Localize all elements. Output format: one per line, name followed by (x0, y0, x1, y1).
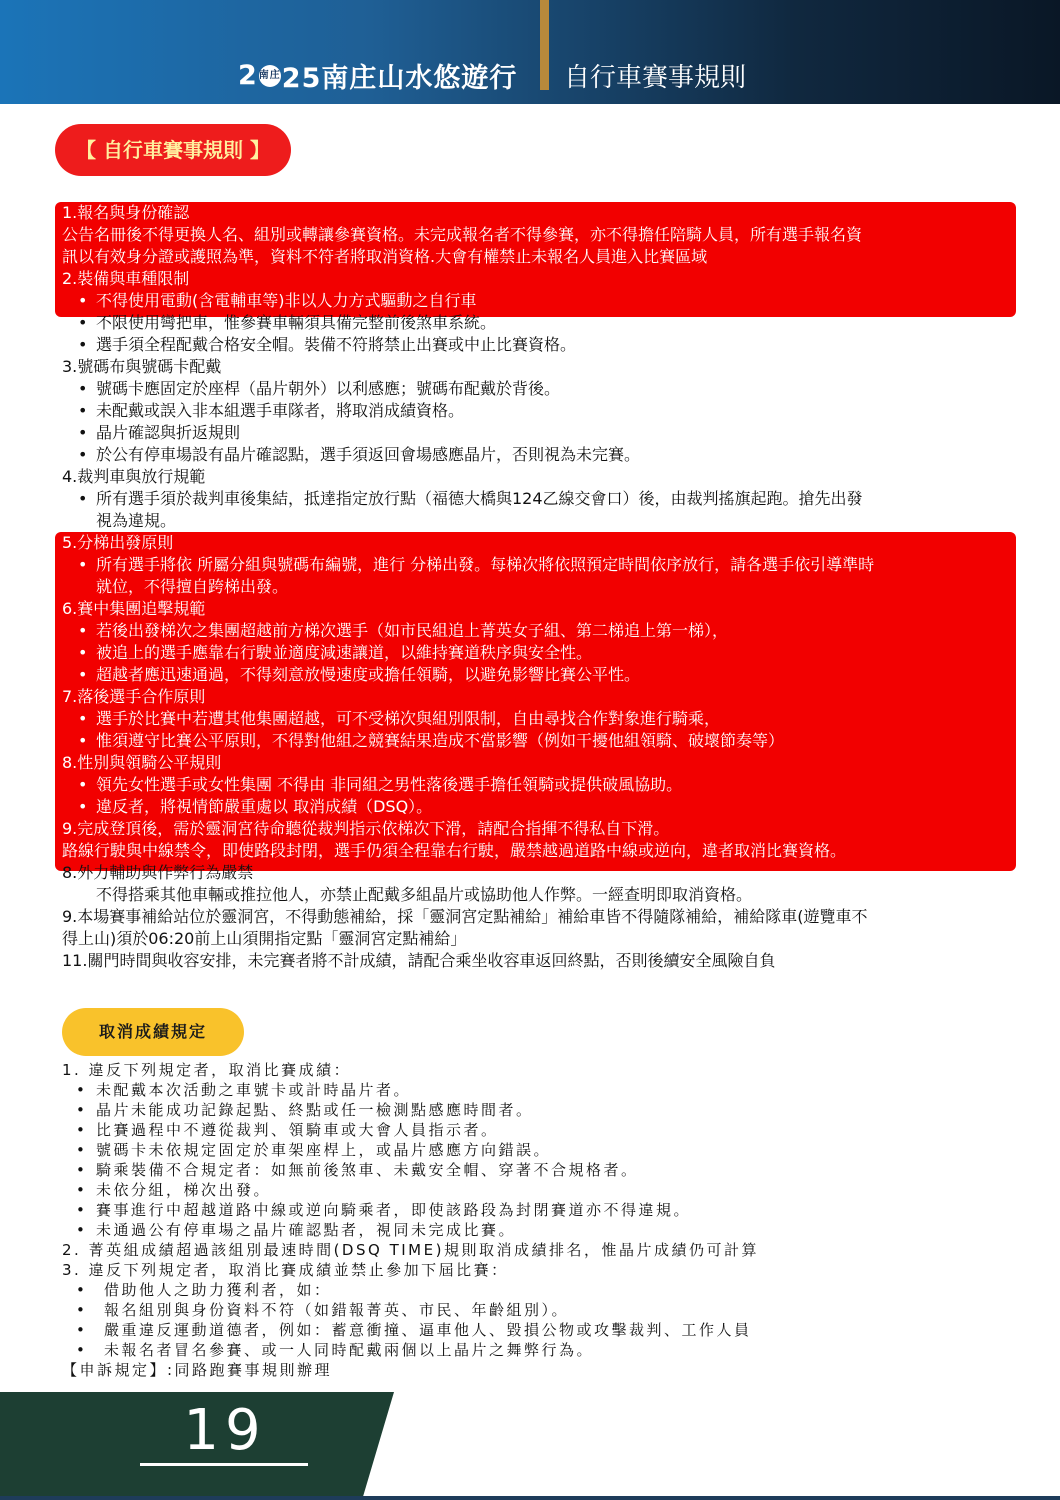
cancel-rule-line: • 騎乘裝備不合規定者：如無前後煞車、未戴安全帽、穿著不合規格者。 (62, 1160, 1012, 1180)
rule-line: 就位，不得擅自跨梯出發。 (96, 577, 289, 596)
rule-line: • 不限使用彎把車，惟參賽車輛須具備完整前後煞車系統。 (62, 312, 1012, 334)
page-number-underline (140, 1463, 308, 1466)
rule-heading: 4.裁判車與放行規範 (62, 467, 206, 486)
cancel-rule-line: • 號碼卡未依規定固定於車架座桿上，或晶片感應方向錯誤。 (62, 1140, 1012, 1160)
rule-line: 得上山)須於06:20前上山須開指定點「靈洞宮定點補給」 (62, 929, 467, 948)
cancel-rule-line: • 未報名者冒名參賽、或一人同時配戴兩個以上晶片之舞弊行為。 (62, 1340, 1012, 1360)
rule-line: • 若後出發梯次之集團超越前方梯次選手（如市民組追上菁英女子組、第二梯追上第一梯）， (62, 620, 1012, 642)
rule-heading: 9.完成登頂後，需於靈洞宮待命聽從裁判指示依梯次下滑，請配合指揮不得私自下滑。 (62, 819, 670, 838)
rule-line: • 號碼卡應固定於座桿（晶片朝外）以利感應；號碼布配戴於背後。 (62, 378, 1012, 400)
rule-line: • 不得使用電動(含電輔車等)非以人力方式驅動之自行車 (62, 290, 1012, 312)
cancel-rule-line: • 嚴重違反運動道德者，例如：蓄意衝撞、逼車他人、毀損公物或攻擊裁判、工作人員 (62, 1320, 1012, 1340)
rule-line: • 被追上的選手應靠右行駛並適度減速讓道，以維持賽道秩序與安全性。 (62, 642, 1012, 664)
rule-line: 公告名冊後不得更換人名、組別或轉讓參賽資格。未完成報名者不得參賽，亦不得擔任陪騎人員，所有選手報名資 (62, 225, 863, 244)
rule-line: • 於公有停車場設有晶片確認點，選手須返回會場感應晶片，否則視為未完賽。 (62, 444, 1012, 466)
rule-line: • 所有選手須於裁判車後集結，抵達指定放行點（福德大橋與124乙線交會口）後，由裁判搖旗起跑。搶先出發 (62, 488, 1012, 510)
title-year-prefix: 2 (238, 60, 258, 91)
rule-heading: 1.報名與身份確認 (62, 203, 190, 222)
rule-line: • 所有選手將依 所屬分組與號碼布編號，進行 分梯出發。每梯次將依照預定時間依序放行，請各選手依引導準時 (62, 554, 1012, 576)
rule-heading: 2.裝備與車種限制 (62, 269, 190, 288)
title-text: 25南庄山水悠遊行 (281, 63, 518, 94)
cancel-rule-line: 1. 違反下列規定者，取消比賽成績： (62, 1061, 352, 1079)
cancel-rule-line: 3. 違反下列規定者，取消比賽成績並禁止參加下屆比賽： (62, 1261, 509, 1279)
rule-line: • 違反者，將視情節嚴重處以 取消成績（DSQ）。 (62, 796, 1012, 818)
cancel-rule-line: • 借助他人之助力獲利者，如： (62, 1280, 1012, 1300)
cancel-rule-line: • 報名組別與身份資料不符（如錯報菁英、市民、年齡組別）。 (62, 1300, 1012, 1320)
rule-line: 視為違規。 (96, 511, 177, 530)
page-number: 19 (183, 1398, 267, 1463)
section-title-pill: 【 自行車賽事規則 】 (55, 124, 291, 176)
rule-line: • 選手於比賽中若遭其他集團超越，可不受梯次與組別限制，自由尋找合作對象進行騎乘， (62, 708, 1012, 730)
rule-heading: 7.落後選手合作原則 (62, 687, 206, 706)
rule-heading: 6.賽中集團追擊規範 (62, 599, 206, 618)
rule-line: • 領先女性選手或女性集團 不得由 非同組之男性落後選手擔任領騎或提供破風協助。 (62, 774, 1012, 796)
rule-line: 不得搭乘其他車輛或推拉他人，亦禁止配戴多組晶片或協助他人作弊。一經查明即取消資格。 (96, 885, 753, 904)
footer-strip (0, 1496, 1060, 1500)
cancel-rule-line: • 晶片未能成功記錄起點、終點或任一檢測點感應時間者。 (62, 1100, 1012, 1120)
rule-heading: 3.號碼布與號碼卡配戴 (62, 357, 222, 376)
rule-heading: 8.外力輔助與作弊行為嚴禁 (62, 863, 254, 882)
rule-line: • 選手須全程配戴合格安全帽。裝備不符將禁止出賽或中止比賽資格。 (62, 334, 1012, 356)
cancel-rule-line: 2. 菁英組成績超過該組別最速時間(DSQ TIME)規則取消成績排名，惟晶片成績仍可計算 (62, 1241, 759, 1259)
cancel-rule-line: • 賽事進行中超越道路中線或逆向騎乘者，即使該路段為封閉賽道亦不得違規。 (62, 1200, 1012, 1220)
rule-line: • 晶片確認與折返規則 (62, 422, 1012, 444)
rule-line: 訊以有效身分證或護照為準，資料不符者將取消資格.大會有權禁止未報名人員進入比賽區域 (62, 247, 708, 266)
rules-list (62, 202, 1012, 972)
event-logo: 南庄 (259, 65, 281, 87)
header-subtitle: 自行車賽事規則 (564, 63, 747, 93)
header-divider (540, 0, 549, 90)
cancel-rule-line: • 比賽過程中不遵從裁判、領騎車或大會人員指示者。 (62, 1120, 1012, 1140)
rule-heading: 8.性別與領騎公平規則 (62, 753, 222, 772)
rule-heading: 5.分梯出發原則 (62, 533, 174, 552)
rule-line: • 惟須遵守比賽公平原則，不得對他組之競賽結果造成不當影響（例如干擾他組領騎、破壞節奏等） (62, 730, 1012, 752)
cancel-rule-line: 【申訴規定】:同路跑賽事規則辦理 (62, 1361, 333, 1379)
rule-line: • 未配戴或誤入非本組選手車隊者，將取消成績資格。 (62, 400, 1012, 422)
rule-line: • 超越者應迅速通過，不得刻意放慢速度或擔任領騎，以避免影響比賽公平性。 (62, 664, 1012, 686)
cancel-section-pill: 取消成績規定 (62, 1008, 244, 1056)
page-header (0, 0, 1060, 104)
cancel-rules-list (62, 1060, 1012, 1380)
rule-line: 9.本場賽事補給站位於靈洞宮，不得動態補給，採「靈洞宮定點補給」補給車皆不得隨隊補給，補給隊車(遊覽車不 (62, 907, 868, 926)
cancel-rule-line: • 未配戴本次活動之車號卡或計時晶片者。 (62, 1080, 1012, 1100)
rule-line: 路線行駛與中線禁令，即使路段封閉，選手仍須全程靠右行駛，嚴禁越過道路中線或逆向，違者取消比賽資格。 (62, 841, 847, 860)
cancel-rule-line: • 未通過公有停車場之晶片確認點者，視同未完成比賽。 (62, 1220, 1012, 1240)
event-title (238, 56, 517, 95)
rule-line: 11.關門時間與收容安排，未完賽者將不計成績，請配合乘坐收容車返回終點，否則後續安全風險自負 (62, 951, 776, 970)
cancel-rule-line: • 未依分組，梯次出發。 (62, 1180, 1012, 1200)
